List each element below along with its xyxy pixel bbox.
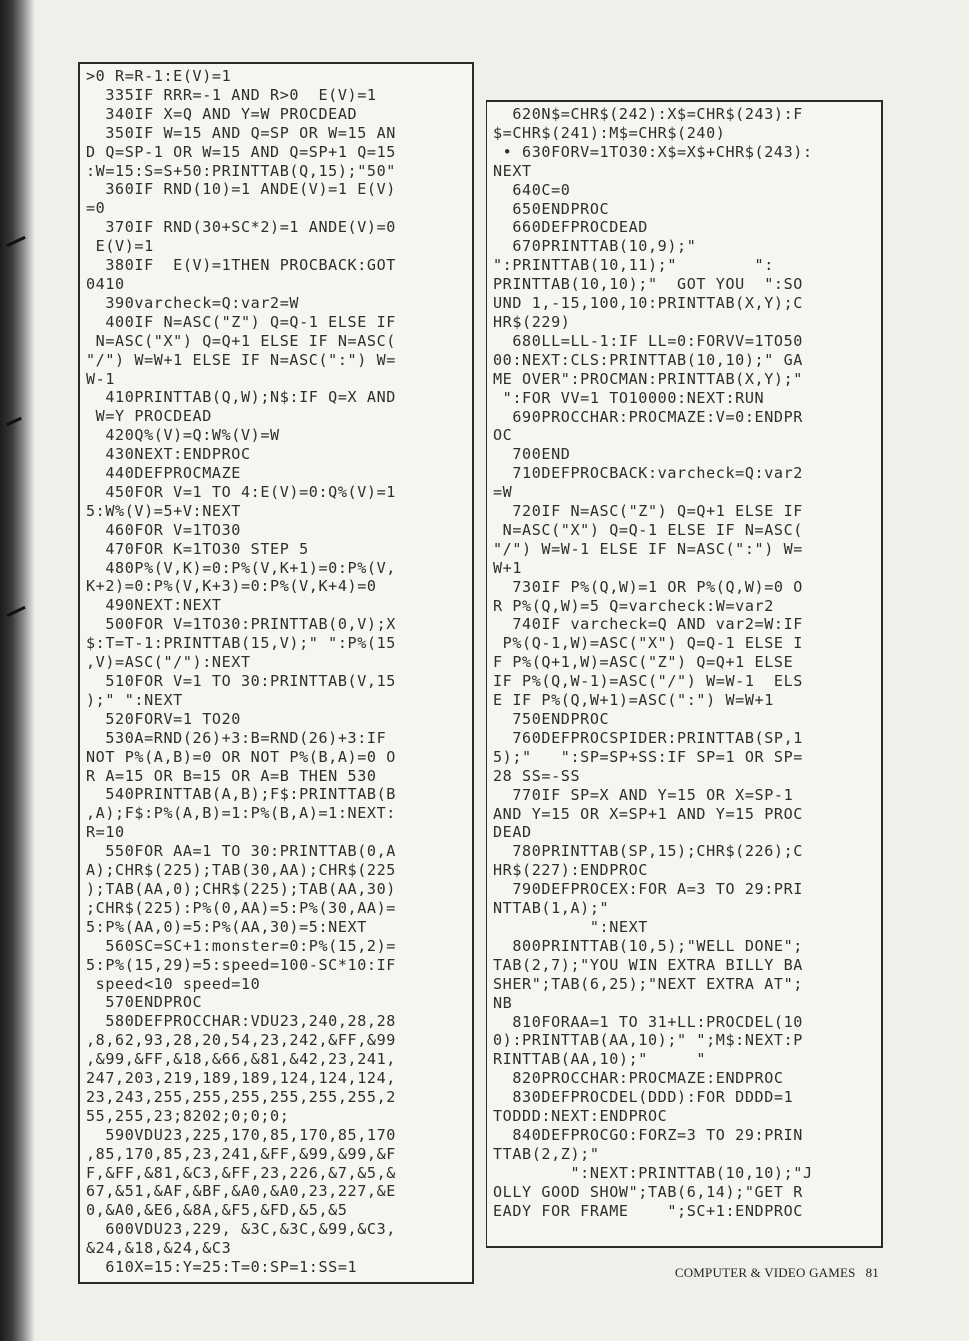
publication-name: COMPUTER & VIDEO GAMES (674, 1265, 856, 1280)
code-line: 730IF P%(Q,W)=1 OR P%(Q,W)=0 O (493, 577, 803, 596)
code-line: 640C=0 (493, 180, 571, 199)
code-line: 720IF N=ASC("Z") Q=Q+1 ELSE IF (493, 502, 803, 521)
code-line: 560SC=SC+1:monster=0:P%(15,2)= (86, 936, 396, 955)
code-line: PRINTTAB(10,10);" GOT YOU ":SO (493, 275, 803, 294)
code-line: 390varcheck=Q:var2=W (86, 293, 300, 312)
code-line: W+1 (493, 558, 523, 577)
code-line: D Q=SP-1 OR W=15 AND Q=SP+1 Q=15 (86, 142, 396, 161)
code-line: 690PROCCHAR:PROCMAZE:V=0:ENDPR (493, 407, 803, 426)
code-line: DEAD (493, 823, 532, 842)
code-line: ":NEXT (493, 917, 648, 936)
code-line: 760DEFPROCSPIDER:PRINTTAB(SP,1 (493, 728, 803, 747)
code-line: ":FOR VV=1 TO10000:NEXT:RUN (493, 388, 765, 407)
code-line: 670PRINTTAB(10,9);" (493, 237, 774, 256)
code-line: NEXT (493, 161, 532, 180)
code-line: 0):PRINTTAB(AA,10);" ";M$:NEXT:P (493, 1031, 803, 1050)
code-line: 0,&A0,&E6,&8A,&F5,&FD,&5,&5 (86, 1201, 348, 1220)
code-line: 335IF RRR=-1 AND R>0 E(V)=1 (86, 85, 377, 104)
code-line: 510FOR V=1 TO 30:PRINTTAB(V,15 (86, 672, 396, 690)
code-line: 340IF X=Q AND Y=W PROCDEAD (86, 104, 358, 123)
code-line: AND Y=15 OR X=SP+1 AND Y=15 PROC (493, 804, 803, 823)
code-line: 5:W%(V)=5+V:NEXT (86, 501, 241, 520)
code-line: HR$(227):ENDPROC (493, 861, 648, 880)
code-line: 570ENDPROC (86, 993, 203, 1012)
code-line: 700END (493, 445, 571, 464)
listing-left-column (78, 62, 474, 1284)
code-line: ,8,62,93,28,20,54,23,242,&FF,&99 (86, 1031, 396, 1050)
code-line: 800PRINTTAB(10,5);"WELL DONE"; (493, 936, 803, 955)
code-line: 650ENDPROC (493, 199, 610, 218)
code-line: NOT P%(A,B)=0 OR NOT P%(B,A)=0 O (86, 747, 396, 766)
code-line: 00:NEXT:CLS:PRINTTAB(10,10);" GA (493, 350, 803, 369)
code-line: 610X=15:Y=25:T=0:SP=1:SS=1 (86, 1258, 358, 1277)
code-line: P%(Q-1,W)=ASC("X") Q=Q-1 ELSE I (493, 634, 803, 653)
code-line: NTTAB(1,A);" (493, 899, 610, 918)
code-line: 400IF N=ASC("Z") Q=Q-1 ELSE IF (86, 312, 396, 331)
code-line: 660DEFPROCDEAD (493, 218, 648, 237)
code-line: =W (493, 483, 513, 502)
code-line: OLLY GOOD SHOW";TAB(6,14);"GET R (493, 1182, 803, 1201)
code-line: R P%(Q,W)=5 Q=varcheck:W=var2 (493, 596, 774, 615)
code-line: K+2)=0:P%(V,K+3)=0:P%(V,K+4)=0 (86, 577, 377, 596)
page-number: 81 (865, 1265, 879, 1280)
code-line: A);CHR$(225);TAB(30,AA);CHR$(225 (86, 861, 396, 880)
code-line: "/") W=W-1 ELSE IF N=ASC(":") W= (493, 539, 803, 558)
code-line: 810FORAA=1 TO 31+LL:PROCDEL(10 (493, 1012, 803, 1031)
code-line: 460FOR V=1TO30 (86, 520, 241, 539)
code-line: 350IF W=15 AND Q=SP OR W=15 AN (86, 123, 396, 142)
code-line: W-1 (86, 369, 116, 388)
code-line: 540PRINTTAB(A,B);F$:PRINTTAB(B (86, 785, 396, 804)
code-line: W=Y PROCDEAD (86, 407, 212, 426)
code-line: F P%(Q+1,W)=ASC("Z") Q=Q+1 ELSE (493, 653, 794, 672)
code-line: N=ASC("X") Q=Q-1 ELSE IF N=ASC( (493, 520, 803, 539)
code-line: EADY FOR FRAME ";SC+1:ENDPROC (493, 1201, 803, 1220)
code-line: 710DEFPROCBACK:varcheck=Q:var2 (493, 464, 803, 483)
code-line: 5:P%(15,29)=5:speed=100-SC*10:IF (86, 955, 396, 974)
code-line: ;CHR$(225):P%(0,AA)=5:P%(30,AA)= (86, 898, 396, 917)
code-line: TAB(2,7);"YOU WIN EXTRA BILLY BA (493, 955, 803, 974)
code-line: 380IF E(V)=1THEN PROCBACK:GOT (86, 256, 396, 275)
code-line: 820PROCCHAR:PROCMAZE:ENDPROC (493, 1069, 784, 1088)
code-line: >0 R=R-1:E(V)=1 (86, 67, 232, 85)
code-line: 5:P%(AA,0)=5:P%(AA,30)=5:NEXT (86, 917, 367, 936)
code-line: :W=15:S=S+50:PRINTTAB(Q,15);"50" (86, 161, 396, 180)
code-line: 247,203,219,189,189,124,124,124, (86, 1069, 396, 1088)
code-line: 410PRINTTAB(Q,W);N$:IF Q=X AND (86, 388, 396, 407)
code-line: 530A=RND(26)+3:B=RND(26)+3:IF (86, 728, 387, 747)
code-line: $=CHR$(241):M$=CHR$(240) (493, 123, 726, 142)
code-line: RINTTAB(AA,10);" " (493, 1050, 707, 1069)
code-line: 840DEFPROCGO:FORZ=3 TO 29:PRIN (493, 1125, 803, 1144)
code-line: UND 1,-15,100,10:PRINTTAB(X,Y);C (493, 294, 803, 313)
code-line: TODDD:NEXT:ENDPROC (493, 1107, 668, 1126)
code-line: 770IF SP=X AND Y=15 OR X=SP-1 (493, 785, 794, 804)
code-line: $:T=T-1:PRINTTAB(15,V);" ":P%(15 (86, 634, 396, 653)
code-line: 55,255,23;8202;0;0;0; (86, 1106, 290, 1125)
code-line: 440DEFPROCMAZE (86, 464, 241, 483)
code-line: ":NEXT:PRINTTAB(10,10);"J (493, 1163, 813, 1182)
code-line: 680LL=LL-1:IF LL=0:FORVV=1TO50 (493, 331, 803, 350)
code-line: 500FOR V=1TO30:PRINTTAB(0,V);X (86, 615, 396, 634)
code-line: 0410 (86, 274, 125, 293)
code-line: E IF P%(Q,W+1)=ASC(":") W=W+1 (493, 691, 774, 710)
code-line: • 630FORV=1TO30:X$=X$+CHR$(243): (493, 142, 813, 161)
code-line: 5);" ":SP=SP+SS:IF SP=1 OR SP= (493, 747, 803, 766)
code-line: F,&FF,&81,&C3,&FF,23,226,&7,&5,& (86, 1163, 396, 1182)
code-line: 470FOR K=1TO30 STEP 5 (86, 539, 309, 558)
code-line: 520FORV=1 TO20 (86, 709, 241, 728)
listing-right-column (486, 100, 883, 1248)
code-line: 480P%(V,K)=0:P%(V,K+1)=0:P%(V, (86, 558, 396, 577)
code-line: N=ASC("X") Q=Q+1 ELSE IF N=ASC( (86, 331, 396, 350)
code-line: 790DEFPROCEX:FOR A=3 TO 29:PRI (493, 880, 803, 899)
code-line: E(V)=1 (86, 237, 154, 256)
code-line: ,A);F$:P%(A,B)=1:P%(B,A)=1:NEXT: (86, 804, 396, 823)
code-line: 490NEXT:NEXT (86, 596, 222, 615)
code-line: 780PRINTTAB(SP,15);CHR$(226);C (493, 842, 803, 861)
page-bleed-edge (0, 0, 34, 1341)
code-line: 370IF RND(30+SC*2)=1 ANDE(V)=0 (86, 218, 396, 237)
code-line: );TAB(AA,0);CHR$(225);TAB(AA,30) (86, 879, 396, 898)
code-line: ,85,170,85,23,241,&FF,&99,&99,&F (86, 1144, 396, 1163)
code-line: speed<10 speed=10 (86, 974, 261, 993)
code-line: R=10 (86, 823, 125, 842)
code-line: TTAB(2,Z);" (493, 1144, 600, 1163)
code-line: R A=15 OR B=15 OR A=B THEN 530 (86, 766, 377, 785)
code-line: 430NEXT:ENDPROC (86, 445, 251, 464)
code-line: 830DEFPROCDEL(DDD):FOR DDDD=1 (493, 1088, 794, 1107)
code-line: ,V)=ASC("/"):NEXT (86, 653, 251, 672)
code-line: OC (493, 426, 513, 445)
code-line: IF P%(Q,W-1)=ASC("/") W=W-1 ELS (493, 672, 803, 691)
code-line: 750ENDPROC (493, 710, 610, 728)
code-line: HR$(229) (493, 312, 571, 331)
page-footer (675, 1265, 879, 1281)
code-line: 620N$=CHR$(242):X$=CHR$(243):F (493, 105, 803, 123)
code-line: 590VDU23,225,170,85,170,85,170 (86, 1125, 396, 1144)
code-line: ME OVER":PROCMAN:PRINTTAB(X,Y);" (493, 369, 803, 388)
code-line: ,&99,&FF,&18,&66,&81,&42,23,241, (86, 1050, 396, 1069)
code-line: =0 (86, 199, 106, 218)
code-line: 28 SS=-SS (493, 766, 581, 785)
code-line: 550FOR AA=1 TO 30:PRINTTAB(0,A (86, 842, 396, 861)
code-line: 740IF varcheck=Q AND var2=W:IF (493, 615, 803, 634)
code-line: 360IF RND(10)=1 ANDE(V)=1 E(V) (86, 180, 396, 199)
code-line: 600VDU23,229, &3C,&3C,&99,&C3, (86, 1220, 396, 1239)
code-line: 67,&51,&AF,&BF,&A0,&A0,23,227,&E (86, 1182, 396, 1201)
code-line: 450FOR V=1 TO 4:E(V)=0:Q%(V)=1 (86, 482, 396, 501)
code-line: 420Q%(V)=Q:W%(V)=W (86, 426, 280, 445)
code-line: 580DEFPROCCHAR:VDU23,240,28,28 (86, 1012, 396, 1031)
code-line: "/") W=W+1 ELSE IF N=ASC(":") W= (86, 350, 396, 369)
code-line: ":PRINTTAB(10,11);" ": (493, 256, 774, 275)
code-line: SHER";TAB(6,25);"NEXT EXTRA AT"; (493, 974, 803, 993)
code-line: );" ":NEXT (86, 690, 183, 709)
code-line: NB (493, 993, 513, 1012)
code-line: 23,243,255,255,255,255,255,255,2 (86, 1087, 396, 1106)
code-line: &24,&18,&24,&C3 (86, 1239, 232, 1258)
